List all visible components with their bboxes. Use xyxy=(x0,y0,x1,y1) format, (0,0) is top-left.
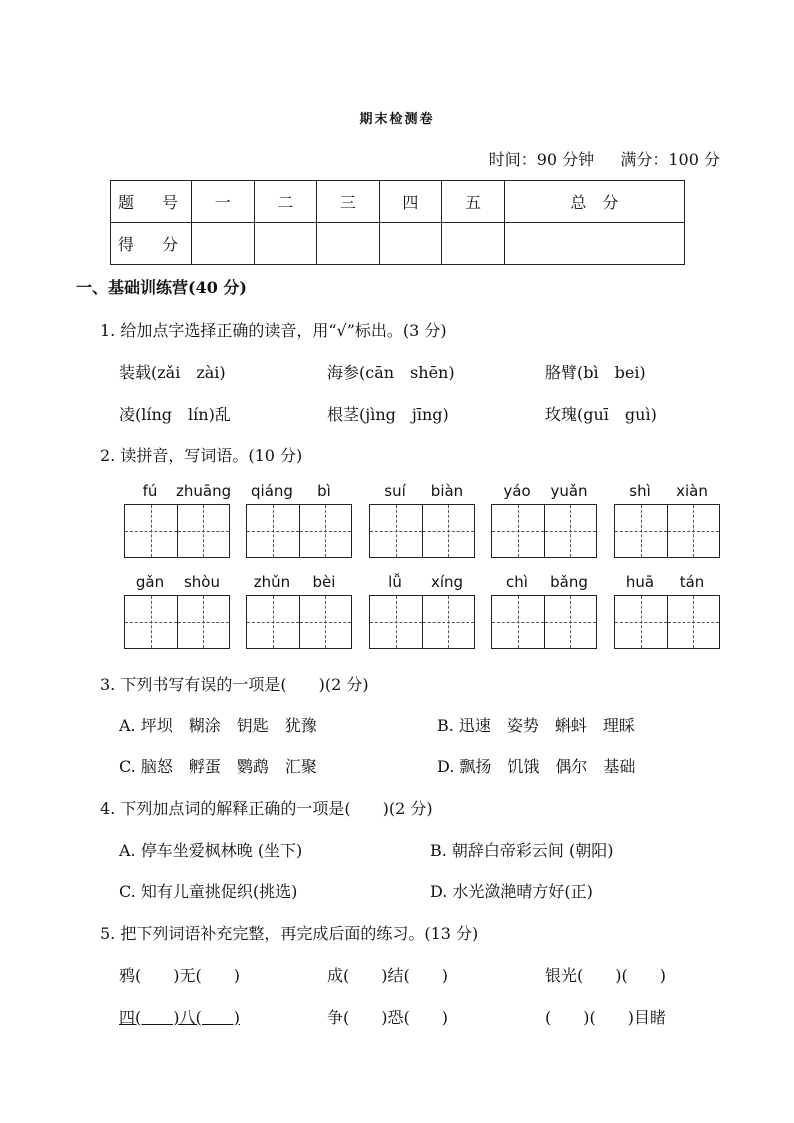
writing-box[interactable] xyxy=(369,504,475,558)
writing-box[interactable] xyxy=(491,595,597,649)
writing-cell[interactable] xyxy=(545,596,597,648)
score-cell[interactable] xyxy=(254,223,317,265)
question-5-stem: 5. 把下列词语补充完整，再完成后面的练习。(13 分) xyxy=(100,924,479,943)
question-2-stem: 2. 读拼音，写词语。(10 分) xyxy=(100,446,303,465)
q4-option-a[interactable]: A. 停车坐爱枫林晚 (坐下) xyxy=(119,841,303,860)
q1-item[interactable]: 胳臂(bì bei) xyxy=(545,363,646,382)
q3-option-a[interactable]: A. 坪坝 糊涂 钥匙 犹豫 xyxy=(119,716,317,735)
pinyin-label: shòu xyxy=(183,573,220,591)
q1-item[interactable]: 玫瑰(guī guì) xyxy=(545,405,657,424)
writing-cell[interactable] xyxy=(125,596,178,648)
writing-cell[interactable] xyxy=(178,505,230,557)
q4-option-b[interactable]: B. 朝辞白帝彩云间 (朝阳) xyxy=(430,841,614,860)
pinyin-label: huā xyxy=(625,573,655,591)
score-cell[interactable] xyxy=(192,223,255,265)
score-cell[interactable] xyxy=(317,223,380,265)
q3-option-c[interactable]: C. 脑怒 孵蛋 鹦鹉 汇聚 xyxy=(119,757,317,776)
writing-cell[interactable] xyxy=(668,505,720,557)
score-cell[interactable] xyxy=(379,223,442,265)
pinyin-label: yuǎn xyxy=(550,482,588,500)
writing-cell[interactable] xyxy=(300,505,352,557)
writing-cell[interactable] xyxy=(492,505,545,557)
writing-cell[interactable] xyxy=(492,596,545,648)
pinyin-label: zhuāng xyxy=(176,482,232,500)
header-cell: 总 分 xyxy=(504,181,684,223)
q4-option-c[interactable]: C. 知有儿童挑促织(挑选) xyxy=(119,882,298,901)
section-title: 一、基础训练营(40 分) xyxy=(76,278,247,297)
writing-box[interactable] xyxy=(614,595,720,649)
score-table-header-row xyxy=(111,181,685,223)
pinyin-label: gǎn xyxy=(135,573,165,591)
question-3-stem: 3. 下列书写有误的一项是( )(2 分) xyxy=(100,675,369,694)
pinyin-label: xíng xyxy=(430,573,464,591)
header-cell: 三 xyxy=(317,181,380,223)
q5-item[interactable]: 银光( )( ) xyxy=(545,966,666,985)
row-label: 得 分 xyxy=(111,223,192,265)
pinyin-label: lǚ xyxy=(388,573,402,591)
q5-item[interactable]: 鸦( )无( ) xyxy=(119,966,240,985)
pinyin-label: bì xyxy=(317,482,331,500)
header-cell: 二 xyxy=(254,181,317,223)
writing-cell[interactable] xyxy=(125,505,178,557)
question-4-stem: 4. 下列加点词的解释正确的一项是( )(2 分) xyxy=(100,799,433,818)
writing-cell[interactable] xyxy=(300,596,352,648)
score-cell[interactable] xyxy=(504,223,684,265)
time-limit: 时间：90 分钟 xyxy=(488,150,595,169)
writing-box[interactable] xyxy=(614,504,720,558)
pinyin-label: bèi xyxy=(312,573,336,591)
score-table xyxy=(110,180,685,265)
writing-cell[interactable] xyxy=(615,505,668,557)
q5-item[interactable]: 争( )恐( ) xyxy=(327,1008,448,1027)
header-cell: 四 xyxy=(379,181,442,223)
pinyin-label: fú xyxy=(142,482,158,500)
writing-cell[interactable] xyxy=(178,596,230,648)
q5-item[interactable]: 四( )八( ) xyxy=(119,1008,240,1027)
pinyin-label: bǎng xyxy=(550,573,588,591)
header-cell: 题 号 xyxy=(111,181,192,223)
q3-option-d[interactable]: D. 飘扬 饥饿 偶尔 基础 xyxy=(437,757,636,776)
q1-item[interactable]: 海参(cān shēn) xyxy=(327,363,455,382)
writing-cell[interactable] xyxy=(370,505,423,557)
pinyin-label: xiàn xyxy=(676,482,708,500)
pinyin-label: yáo xyxy=(503,482,531,500)
pinyin-label: tán xyxy=(679,573,705,591)
q1-item[interactable]: 根茎(jìng jīng) xyxy=(327,405,449,424)
q4-option-d[interactable]: D. 水光潋滟晴方好(正) xyxy=(430,882,593,901)
pinyin-label: zhǔn xyxy=(253,573,291,591)
score-table-score-row xyxy=(111,223,685,265)
writing-box[interactable] xyxy=(491,504,597,558)
pinyin-label: shì xyxy=(629,482,651,500)
q5-item[interactable]: ( )( )目睹 xyxy=(545,1008,666,1027)
writing-cell[interactable] xyxy=(423,505,475,557)
writing-box[interactable] xyxy=(369,595,475,649)
q3-option-b[interactable]: B. 迅速 姿势 蝌蚪 理睬 xyxy=(437,716,635,735)
header-cell: 一 xyxy=(192,181,255,223)
pinyin-label: chì xyxy=(506,573,528,591)
writing-cell[interactable] xyxy=(423,596,475,648)
writing-cell[interactable] xyxy=(370,596,423,648)
score-cell[interactable] xyxy=(442,223,505,265)
pinyin-label: suí xyxy=(384,482,406,500)
q1-item[interactable]: 凌(líng lín)乱 xyxy=(119,405,231,424)
writing-cell[interactable] xyxy=(247,505,300,557)
pinyin-label: qiáng xyxy=(251,482,293,500)
writing-cell[interactable] xyxy=(247,596,300,648)
full-score: 满分：100 分 xyxy=(620,150,720,169)
pinyin-label: biàn xyxy=(430,482,464,500)
header-cell: 五 xyxy=(442,181,505,223)
writing-box[interactable] xyxy=(124,595,230,649)
page-title: 期末检测卷 xyxy=(359,112,435,127)
q5-item[interactable]: 成( )结( ) xyxy=(327,966,448,985)
exam-meta xyxy=(489,147,720,170)
question-1-stem: 1. 给加点字选择正确的读音，用“√”标出。(3 分) xyxy=(100,321,447,340)
writing-cell[interactable] xyxy=(545,505,597,557)
writing-box[interactable] xyxy=(246,595,352,649)
writing-box[interactable] xyxy=(124,504,230,558)
writing-cell[interactable] xyxy=(668,596,720,648)
q1-item[interactable]: 装载(zǎi zài) xyxy=(119,363,226,382)
writing-cell[interactable] xyxy=(615,596,668,648)
writing-box[interactable] xyxy=(246,504,352,558)
